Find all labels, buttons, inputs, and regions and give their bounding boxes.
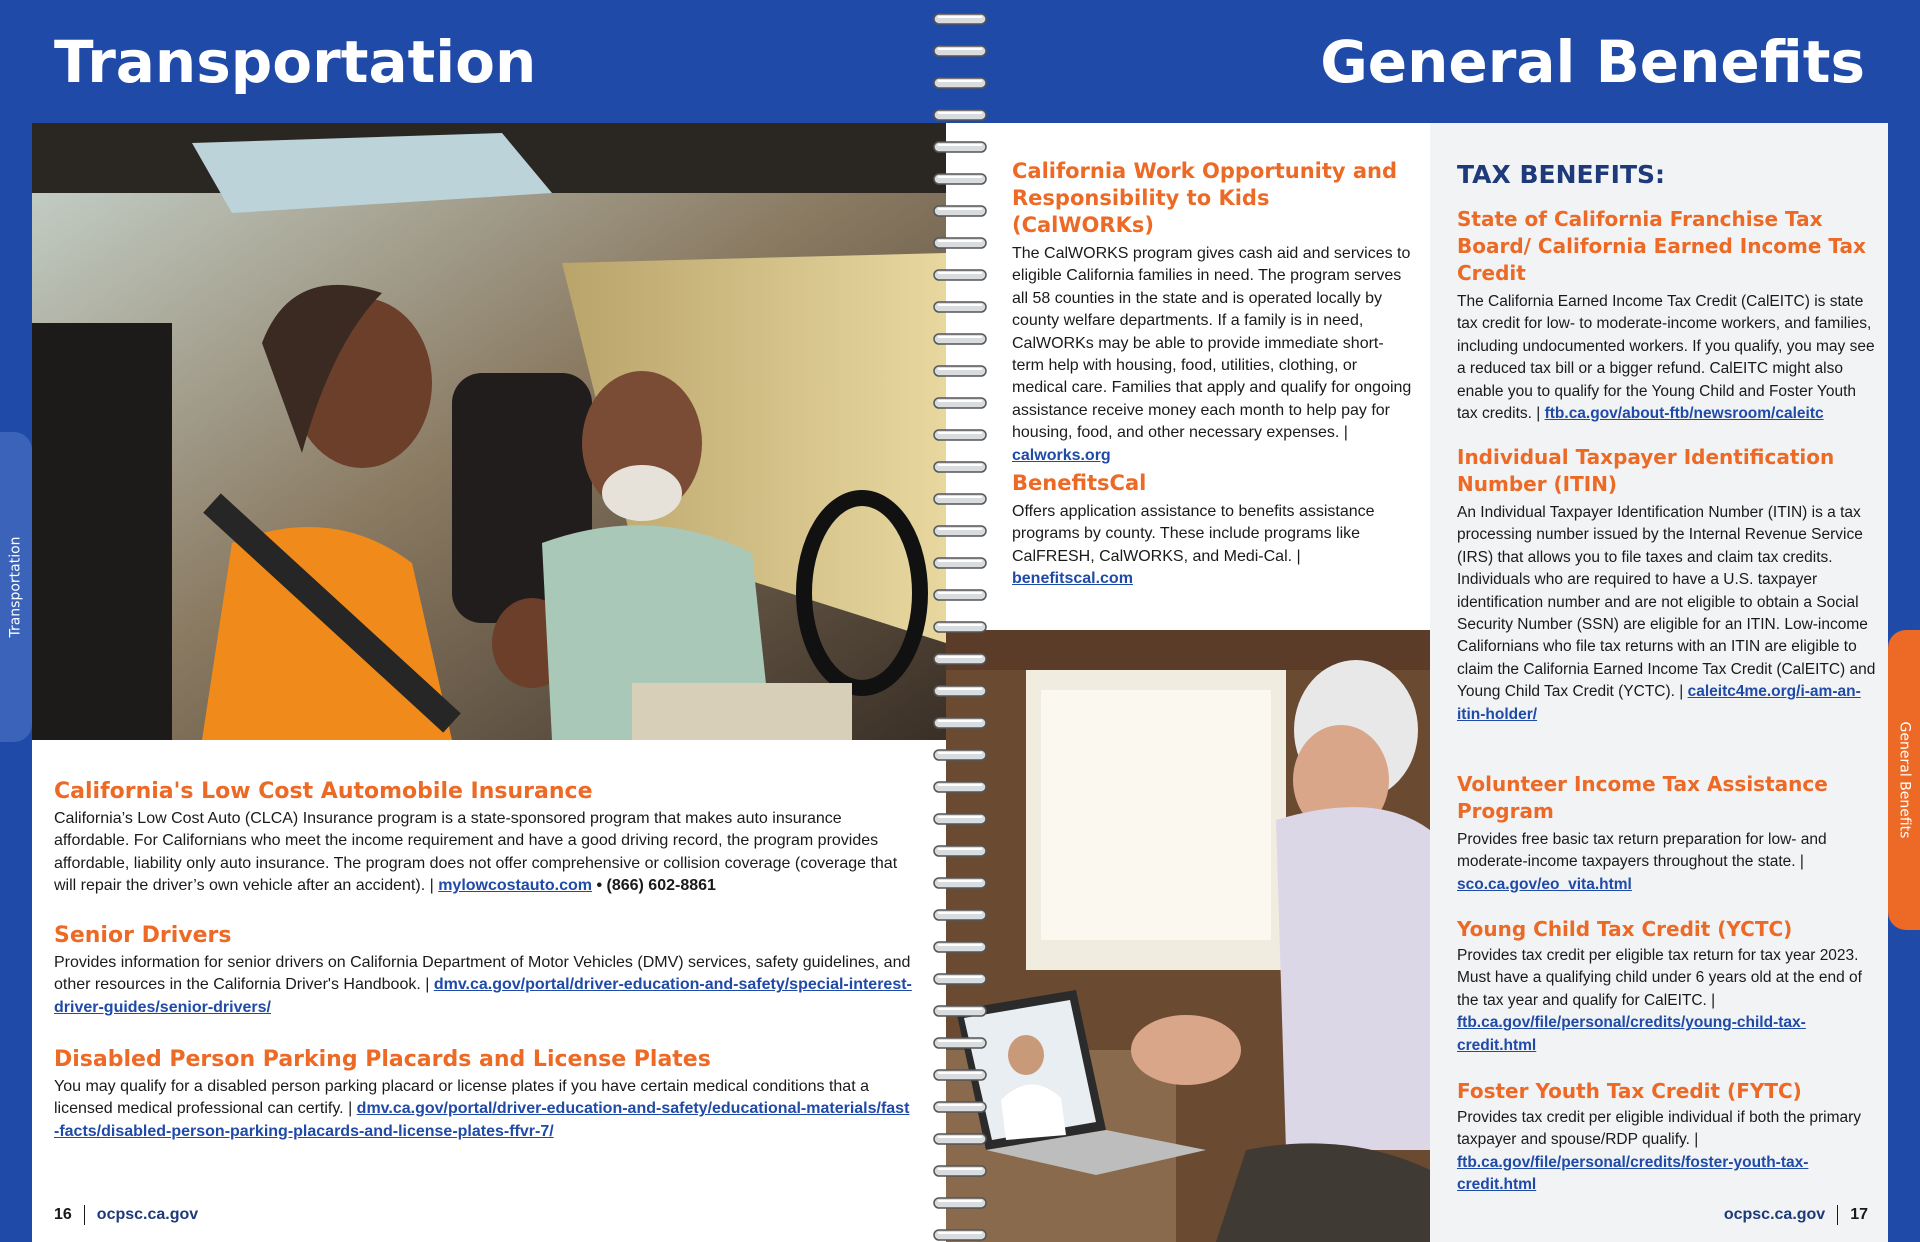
section-vita [1457,771,1877,896]
spiral-ring [934,718,986,728]
footer-divider [84,1205,85,1225]
page-number: 16 [54,1206,72,1224]
spiral-ring [934,814,986,824]
spiral-ring [934,1230,986,1240]
section-body: Provides information for senior drivers on California Department of Motor Vehicles (DMV) services, safety guidelines, and other resources in the California Driver's Handbook. | dmv.ca.gov/portal/driver-education-and-safety/special-interest-driver-guides/senior-drivers/ [54,954,912,1016]
spiral-binding [930,0,990,1242]
spiral-ring [934,750,986,760]
spiral-ring [934,46,986,56]
section-heading: Foster Youth Tax Credit (FYTC) [1457,1079,1802,1103]
section-body: Provides tax credit per eligible tax return for tax year 2023. Must have a qualifying child under 6 years old at the end of the tax year and qualify for CalEITC. | ftb.ca.gov/file/personal/credits/young-child-tax-credit.html [1457,947,1862,1054]
spiral-ring [934,462,986,472]
tax-benefits-heading: TAX BENEFITS: [1457,160,1666,189]
car-photo [32,123,946,740]
page-number: 17 [1850,1206,1868,1224]
spiral-ring [934,1134,986,1144]
section-low-cost-auto [54,778,914,898]
spiral-ring [934,494,986,504]
tax-benefits-column [1457,160,1877,189]
section-body: The California Earned Income Tax Credit (CalEITC) is state tax credit for low- to moderate-income workers, and families, including undocumented workers. If you qualify, you may see a reduced tax bill or a bigger refund. CalEITC might also enable you to qualify for the Young Child and Foster Youth tax credits. | ftb.ca.gov/about-ftb/newsroom/caleitc [1457,293,1875,423]
spiral-ring [934,142,986,152]
section-calworks [1012,158,1412,467]
spiral-ring [934,974,986,984]
side-tab-transportation[interactable] [0,432,32,742]
footer-right [1724,1205,1868,1225]
section-caleitc [1457,206,1877,425]
page-title-transportation: Transportation [54,28,537,96]
spiral-ring [934,14,986,24]
section-body: Provides free basic tax return preparation for low- and moderate-income taxpayers throughout the state. | sco.ca.gov/eo_vita.html [1457,831,1827,893]
spiral-ring [934,1102,986,1112]
spiral-ring [934,238,986,248]
spiral-ring [934,1166,986,1176]
spiral-ring [934,1006,986,1016]
page-title-general-benefits: General Benefits [1320,28,1865,96]
footer-site[interactable]: ocpsc.ca.gov [1723,1206,1826,1224]
link-caleitc[interactable]: ftb.ca.gov/about-ftb/newsroom/caleitc [1544,405,1824,423]
spiral-ring [934,398,986,408]
spiral-ring [934,622,986,632]
section-body: An Individual Taxpayer Identification Number (ITIN) is a tax processing number issued by the Internal Revenue Service (IRS) that allows you to file taxes and claim tax credits. Individuals who are required to have a U.S. taxpayer identification number and are not eligible to obtain a Social Security Number (SSN) are eligible for an ITIN. Low-income Californians who file tax returns with an ITIN are eligible to claim the California Earned Income Tax Credit (CalEITC) and Young Child Tax Credit (YCTC). | caleitc4me.org/i-am-an-itin-holder/ [1457,504,1876,723]
spiral-ring [934,270,986,280]
section-heading: BenefitsCal [1012,471,1147,495]
link-benefitscal[interactable]: benefitscal.com [1012,570,1133,588]
spiral-ring [934,430,986,440]
spiral-ring [934,174,986,184]
section-body: Provides tax credit per eligible individual if both the primary taxpayer and spouse/RDP qualify. | ftb.ca.gov/file/personal/credits/foster-youth-tax-credit.html [1457,1109,1862,1194]
side-tab-label: Transportation [8,536,24,638]
section-itin [1457,444,1877,726]
spiral-ring [934,590,986,600]
spiral-ring [934,1070,986,1080]
link-mylowcostauto[interactable]: mylowcostauto.com [438,877,592,895]
spiral-ring [934,1038,986,1048]
section-heading: Disabled Person Parking Placards and License Plates [54,1047,711,1072]
section-heading: California's Low Cost Automobile Insurance [54,779,593,804]
spiral-ring [934,334,986,344]
section-body: You may qualify for a disabled person parking placard or license plates if you have certain medical conditions that a licensed medical professional can certify. | dmv.ca.gov/portal/driver-education-and-safety/educational-materials/fast-facts/disabled-person-parking-placards-and-license-plates-ffvr-7/ [54,1078,910,1140]
spiral-ring [934,878,986,888]
spiral-ring [934,782,986,792]
side-tab-label: General Benefits [1896,721,1912,839]
spiral-ring [934,910,986,920]
spiral-ring [934,558,986,568]
spiral-ring [934,846,986,856]
link-vita[interactable]: sco.ca.gov/eo_vita.html [1457,875,1632,893]
section-heading: Individual Taxpayer Identification Number (ITIN) [1457,445,1835,496]
side-tab-general-benefits[interactable] [1888,630,1920,930]
link-calworks[interactable]: calworks.org [1012,446,1111,464]
section-heading: Volunteer Income Tax Assistance Program [1457,772,1828,823]
spiral-ring [934,942,986,952]
spiral-ring [934,526,986,536]
link-yctc[interactable]: ftb.ca.gov/file/personal/credits/young-child-tax-credit.html [1457,1014,1806,1054]
section-heading: Young Child Tax Credit (YCTC) [1457,917,1793,941]
section-body: The CalWORKS program gives cash aid and services to eligible California families in need. The program serves all 58 counties in the state and is operated locally by county welfare departments. If a family is in need, CalWORKs may be able to provide immediate short-term help with housing, food, utilities, clothing, or medical care. Families that apply and qualify for ongoing assistance receive money each month to help pay for housing, food, and other necessary expenses. | calworks.org [1012,245,1412,464]
section-fytc [1457,1078,1877,1197]
section-heading: California Work Opportunity and Responsibility to Kids (CalWORKs) [1012,159,1398,237]
spiral-ring [934,366,986,376]
section-heading: Senior Drivers [54,923,232,948]
telehealth-photo [946,630,1430,1242]
spiral-ring [934,654,986,664]
footer-site[interactable]: ocpsc.ca.gov [96,1206,199,1224]
section-disabled-parking [54,1046,914,1143]
footer-divider [1837,1205,1838,1225]
spiral-ring [934,206,986,216]
link-fytc[interactable]: ftb.ca.gov/file/personal/credits/foster-youth-tax-credit.html [1457,1153,1809,1194]
footer-left [54,1205,198,1225]
link-itin[interactable]: caleitc4me.org/i-am-an-itin-holder/ [1457,683,1861,723]
link-dmv-disabled-placards[interactable]: dmv.ca.gov/portal/driver-education-and-safety/educational-materials/fast-facts/disabled-person-parking-placards-and-license-plates-ffvr-7/ [54,1100,910,1140]
section-senior-drivers [54,922,914,1019]
spiral-ring [934,302,986,312]
spiral-ring [934,1198,986,1208]
section-body: Offers application assistance to benefits assistance programs by county. These include programs like CalFRESH, CalWORKS, and Medi-Cal. | benefitscal.com [1012,503,1375,588]
section-yctc [1457,916,1877,1057]
spiral-ring [934,78,986,88]
section-heading: State of California Franchise Tax Board/ California Earned Income Tax Credit [1457,207,1866,285]
section-body: California’s Low Cost Auto (CLCA) Insurance program is a state-sponsored program that makes auto insurance affordable. For Californians who meet the income requirement and have a good driving record, the program provides affordable, liability only auto insurance. The program does not offer comprehensive or collision coverage (coverage that will repair the driver’s own vehicle after an accident). | mylowcostauto.com • (866) 602-8861 [54,810,898,895]
phone-number: • (866) 602-8861 [592,877,716,895]
link-dmv-senior-drivers[interactable]: dmv.ca.gov/portal/driver-education-and-safety/special-interest-driver-guides/senior-drivers/ [54,976,912,1016]
spiral-ring [934,110,986,120]
spiral-ring [934,686,986,696]
section-benefitscal [1012,470,1412,591]
